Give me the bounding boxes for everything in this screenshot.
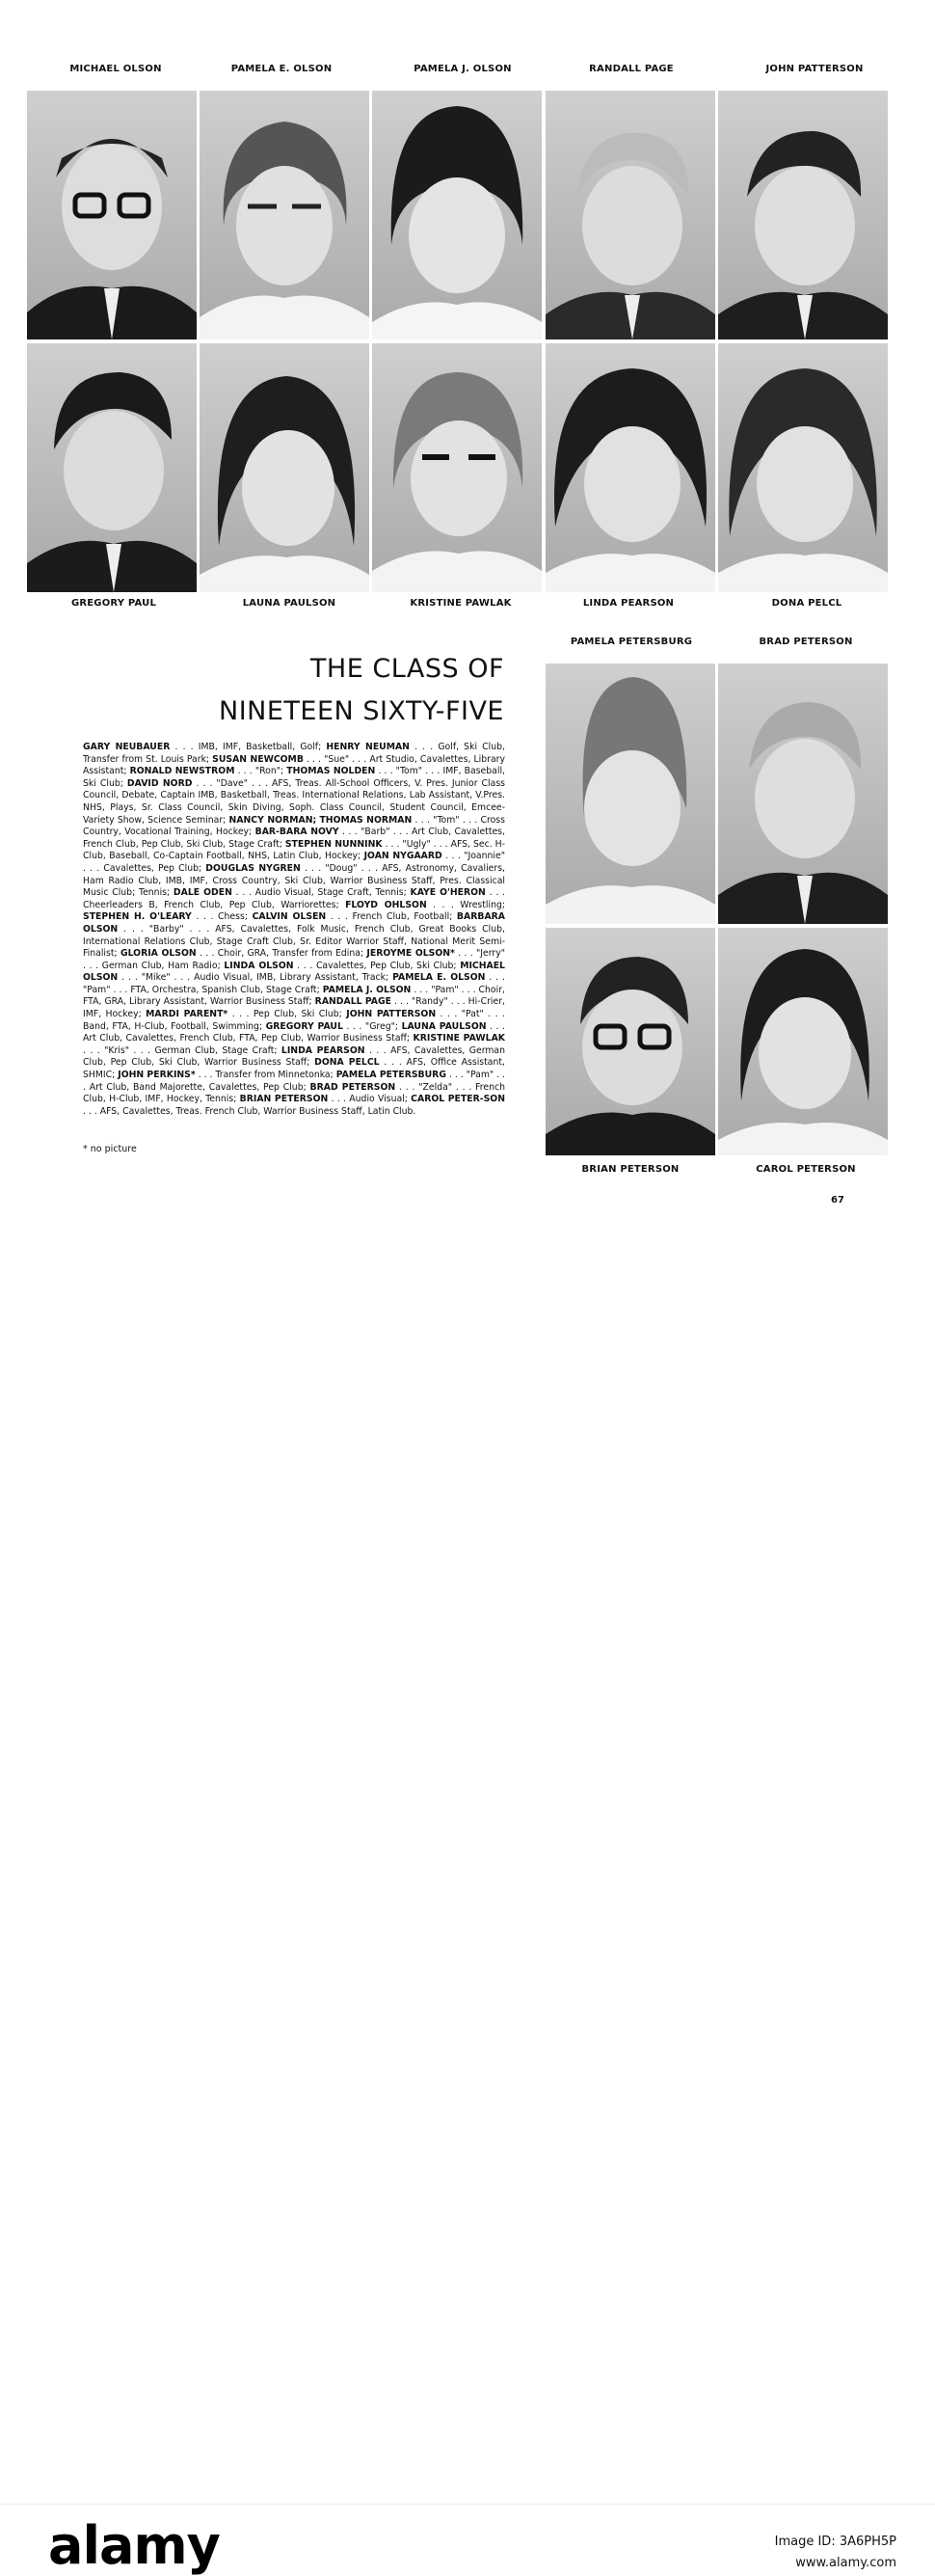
name-label: CAROL PETERSON <box>756 1164 856 1175</box>
student-name: THOMAS NORMAN <box>319 814 413 826</box>
student-activities: . . . Audio Visual, Stage Craft, Tennis; <box>231 887 411 899</box>
student-activities: . . . Art Club, Cavalettes, French Club, FTA, Pep Club, Warrior Business Staff; <box>83 1020 505 1044</box>
student-activities: . . . Choir, GRA, Transfer from Edina; <box>196 948 367 960</box>
student-portrait <box>718 91 888 339</box>
student-activities: . . . "Tom" . . . Cross Country, Vocational Training, Hockey; <box>83 814 505 838</box>
student-activities: . . . IMB, IMF, Basketball, Golf; <box>170 742 327 752</box>
student-activities: . . . "Pam" . . . Art Club, Band Majorette, Cavalettes, Pep Club; <box>83 1070 505 1093</box>
student-activities: . . . "Dave" . . . AFS, Treas. All-School Officers, V. Pres. Junior Class Council, Debate, Captain IMB, Basketball, Treas. International Relations, Lab Assistant, V.Pres. NHS, Plays, Sr. Class Council, Skin Diving, Soph. Class Council, Student Council, Emcee-Variety Show, Science Seminar; <box>83 777 506 826</box>
name-label: KRISTINE PAWLAK <box>410 598 512 609</box>
student-activities: . . . "Randy" . . . Hi-Crier, IMF, Hockey; <box>83 996 505 1020</box>
watermark-footer <box>0 1252 935 2576</box>
student-portrait <box>27 91 197 339</box>
student-name: BARBARA OLSON <box>83 911 505 935</box>
student-name: BRIAN PETERSON <box>239 1094 329 1105</box>
student-portrait <box>200 343 369 592</box>
page-title-line-1: THE CLASS OF <box>309 654 504 684</box>
student-activities: . . . AFS, Office Assistant, SHMIC; <box>83 1057 505 1081</box>
student-activities: . . . "Pam" . . . FTA, Orchestra, Spanish Club, Stage Craft; <box>83 972 505 995</box>
student-portrait <box>546 91 715 339</box>
student-activities: . . . "Sue" . . . Art Studio, Cavalettes, Library Assistant; <box>83 753 505 777</box>
student-activities: . . . "Barb" . . . Art Club, Cavalettes, French Club, Pep Club, Ski Club, Stage Craft; <box>83 827 505 850</box>
alamy-logo: alamy <box>48 2515 220 2576</box>
student-name: LAUNA PAULSON <box>401 1020 487 1032</box>
student-name: MICHAEL OLSON <box>83 960 505 984</box>
student-name: NANCY NORMAN; <box>228 814 317 826</box>
student-name: CAROL PETER-SON <box>411 1094 505 1105</box>
student-activities: . . . "Pam" . . . Choir, FTA, GRA, Library Assistant, Warrior Business Staff; <box>83 984 505 1008</box>
student-name: STEPHEN H. O'LEARY <box>83 911 192 923</box>
student-name: DONA PELCL <box>314 1057 380 1069</box>
student-name: JEROYME OLSON* <box>366 948 455 960</box>
name-label: RANDALL PAGE <box>589 64 674 74</box>
student-name: PAMELA PETERSBURG <box>335 1070 446 1081</box>
student-activities: . . . "Joannie" . . . Cavalettes, Pep Club; <box>83 851 505 874</box>
student-name: GARY NEUBAUER <box>83 742 171 752</box>
student-activities: . . . "Tom" . . . IMF, Baseball, Ski Club; <box>83 766 505 789</box>
student-activities: . . . "Mike" . . . Audio Visual, IMB, Library Assistant, Track; <box>118 972 393 984</box>
student-activities: . . . Golf, Ski Club, Transfer from St. Louis Park; <box>83 742 505 765</box>
name-label: LINDA PEARSON <box>582 598 675 609</box>
student-name: THOMAS NOLDEN <box>286 766 376 777</box>
student-name: KRISTINE PAWLAK <box>413 1033 505 1044</box>
name-label: BRIAN PETERSON <box>581 1164 680 1175</box>
student-name: LINDA PEARSON <box>280 1044 365 1056</box>
student-portrait <box>718 664 888 924</box>
student-name: KAYE O'HERON <box>410 887 486 899</box>
student-name: JOHN PERKINS* <box>118 1070 196 1081</box>
student-activities: . . . French Club, Football; <box>326 911 457 923</box>
page-number: 67 <box>831 1195 844 1206</box>
student-activities: . . . Pep Club, Ski Club; <box>227 1009 347 1020</box>
student-activities: . . . Transfer from Minnetonka; <box>195 1070 336 1081</box>
student-activities: . . . "Ugly" . . . AFS, Sec. H-Club, Baseball, Co-Captain Football, NHS, Latin Club, Hockey; <box>83 838 506 862</box>
student-name: BRAD PETERSON <box>309 1081 396 1093</box>
student-portrait <box>372 343 542 592</box>
student-name: LINDA OLSON <box>224 960 294 971</box>
student-name: PAMELA E. OLSON <box>392 972 486 984</box>
student-name: GLORIA OLSON <box>120 948 197 960</box>
name-label: GREGORY PAUL <box>70 598 157 609</box>
name-label: PAMELA PETERSBURG <box>570 637 693 647</box>
student-activities: . . . AFS, Cavalettes, Treas. French Club, Warrior Business Staff, Latin Club. <box>83 1105 416 1117</box>
student-portrait <box>200 91 369 339</box>
page-title-line-2: NINETEEN SIXTY-FIVE <box>219 696 504 726</box>
student-portrait <box>27 343 197 592</box>
yearbook-page <box>0 0 935 1252</box>
footnote: * no picture <box>83 1144 137 1154</box>
student-portrait <box>372 91 542 339</box>
name-label: BRAD PETERSON <box>759 637 853 647</box>
student-portrait <box>546 343 715 592</box>
student-activities: . . . "Pat" . . . Band, FTA, H-Club, Football, Swimming; <box>83 1009 505 1032</box>
student-name: GREGORY PAUL <box>265 1020 343 1032</box>
student-name: CALVIN OLSEN <box>252 911 327 923</box>
name-label: MICHAEL OLSON <box>69 64 162 74</box>
student-name: JOAN NYGAARD <box>363 851 442 862</box>
student-name: STEPHEN NUNNINK <box>284 838 383 850</box>
student-portrait <box>546 928 715 1155</box>
student-activities: . . . Wrestling; <box>426 899 505 910</box>
name-label: PAMELA J. OLSON <box>414 64 512 74</box>
student-activities: . . . "Greg"; <box>342 1020 402 1032</box>
student-portrait <box>546 664 715 924</box>
student-name: SUSAN NEWCOMB <box>212 753 304 765</box>
student-name: MARDI PARENT* <box>146 1009 228 1020</box>
footer-divider <box>0 2504 935 2505</box>
student-activities: . . . Cheerleaders B, French Club, Pep Club, Warriorettes; <box>83 887 505 910</box>
name-label: LAUNA PAULSON <box>242 598 336 609</box>
senior-activities-text <box>83 742 505 1118</box>
image-id: Image ID: 3A6PH5P <box>774 2535 896 2549</box>
name-label: PAMELA E. OLSON <box>230 64 333 74</box>
student-name: DOUGLAS NYGREN <box>205 862 301 874</box>
student-name: FLOYD OHLSON <box>345 899 427 910</box>
name-label: DONA PELCL <box>771 598 842 609</box>
student-activities: . . . "Ron"; <box>234 766 287 777</box>
student-name: PAMELA J. OLSON <box>322 984 412 995</box>
student-activities: . . . Chess; <box>191 911 253 923</box>
student-activities: . . . "Doug" . . . AFS, Astronomy, Cavaliers, Ham Radio Club, IMB, IMF, Cross Country, Ski Club, Warrior Business Staff, Pres. Classical Music Club; Tennis; <box>83 862 505 899</box>
student-portrait <box>718 343 888 592</box>
student-name: DALE ODEN <box>173 887 232 899</box>
student-name: RANDALL PAGE <box>314 996 391 1008</box>
student-activities: . . . Audio Visual; <box>328 1094 412 1105</box>
student-name: RONALD NEWSTROM <box>129 766 235 777</box>
student-activities: . . . AFS, Cavalettes, German Club, Pep Club, Ski Club, Warrior Business Staff; <box>83 1044 506 1069</box>
student-activities: . . . "Kris" . . . German Club, Stage Craft; <box>83 1044 281 1056</box>
name-label: JOHN PATTERSON <box>765 64 864 74</box>
student-name: HENRY NEUMAN <box>326 742 410 752</box>
student-activities: . . . Cavalettes, Pep Club, Ski Club; <box>293 960 461 971</box>
source-url: www.alamy.com <box>795 2556 896 2570</box>
student-name: DAVID NORD <box>126 777 193 789</box>
student-activities: . . . "Zelda" . . . French Club, H-Club, IMF, Hockey, Tennis; <box>83 1081 505 1105</box>
student-name: JOHN PATTERSON <box>346 1009 437 1020</box>
student-name: BAR-BARA NOVY <box>254 827 339 838</box>
student-activities: . . . "Jerry" . . . German Club, Ham Radio; <box>83 948 505 971</box>
student-portrait <box>718 928 888 1155</box>
student-activities: . . . "Barby" . . . AFS, Cavalettes, Folk Music, French Club, Great Books Club, International Relations Club, Stage Craft Club, Sr. Editor Warrior Staff, National Merit Semi-Finalist; <box>83 923 505 960</box>
